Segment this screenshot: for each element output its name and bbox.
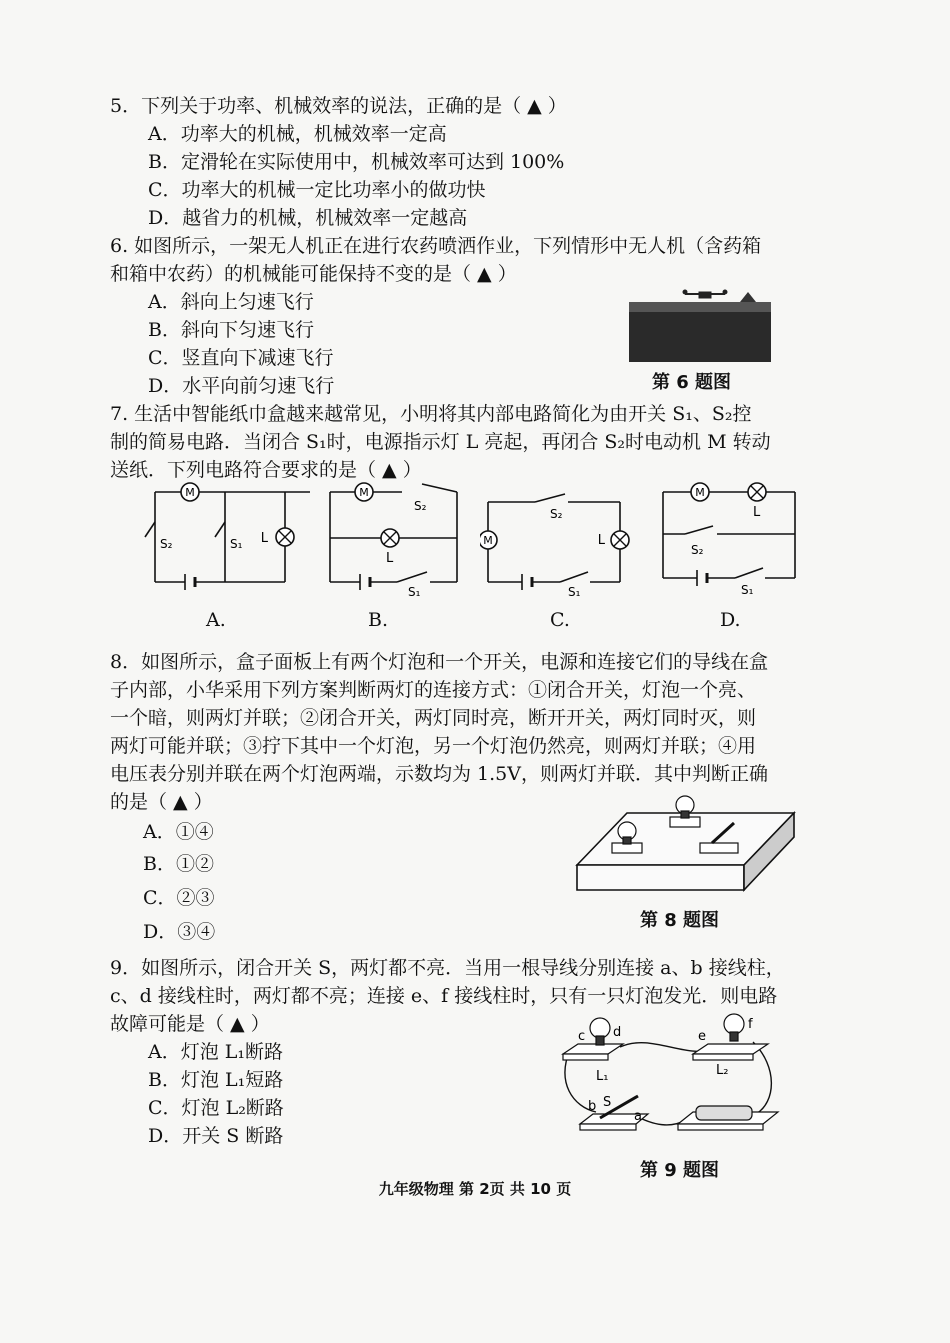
terminal-a-label: a [634,1109,642,1124]
terminal-f-label: f [748,1017,753,1032]
circuit-a-label: A. [206,609,226,631]
q5-option-a: A．功率大的机械，机械效率一定高 [148,123,447,145]
q8-line5: 电压表分别并联在两个灯泡两端，示数均为 1.5V，则两灯并联．其中判断正确 [110,763,768,785]
s-label: S [603,1095,612,1110]
svg-text:M: M [483,534,493,547]
svg-text:S₂: S₂ [691,543,704,557]
lamp-label: L [260,531,268,546]
page-footer: 九年级物理 第 2页 共 10 页 [378,1180,572,1198]
q5-stem: 5．下列关于功率、机械效率的说法，正确的是（ ▲ ） [110,95,567,117]
q8-box-figure [572,795,797,895]
svg-text:S₁: S₁ [741,583,754,597]
q5-option-b: B．定滑轮在实际使用中，机械效率可达到 100% [148,151,565,173]
q9-figure-caption: 第 9 题图 [640,1160,720,1181]
svg-text:S₁: S₁ [408,585,421,597]
q7-stem-line2: 制的简易电路．当闭合 S₁时，电源指示灯 L 亮起，再闭合 S₂时电动机 M 转动 [110,431,771,453]
switch-s2-blade [145,522,155,537]
circuit-d [655,482,805,597]
q8-line3: 一个暗，则两灯并联；②闭合开关，两灯同时亮，断开开关，两灯同时灭，则 [110,707,757,729]
svg-text:M: M [359,486,369,499]
terminal-e-label: e [698,1029,706,1044]
circuit-b-label: B. [368,609,389,631]
q9-circuit-figure [558,1012,783,1142]
q8-option-b: B．①② [143,853,214,875]
q9-option-b: B．灯泡 L₁短路 [148,1069,284,1091]
l2-label: L₂ [716,1063,729,1078]
motor-label: M [185,486,195,499]
circuit-d-label: D. [720,609,741,631]
terminal-b-label: b [588,1099,597,1114]
switch-s1-blade [215,522,225,537]
svg-text:S₂: S₂ [414,499,427,513]
circuit-a [140,482,310,592]
q6-option-a: A．斜向上匀速飞行 [148,291,314,313]
q8-option-a: A．①④ [143,821,214,843]
q9-line3: 故障可能是（ ▲ ） [110,1013,270,1035]
s2-label: S₂ [160,537,173,551]
q8-figure-caption: 第 8 题图 [640,910,720,931]
terminal-c-label: c [578,1029,586,1044]
q6-option-b: B．斜向下匀速飞行 [148,319,314,341]
circuit-b [322,482,467,597]
svg-text:S₂: S₂ [550,507,563,521]
svg-text:S₁: S₁ [568,585,581,597]
q6-option-d: D．水平向前匀速飞行 [148,375,335,397]
lamp-icon [670,796,700,827]
drone-icon [683,290,727,298]
q8-line6: 的是（ ▲ ） [110,791,213,813]
q7-stem-line3: 送纸．下列电路符合要求的是（ ▲ ） [110,459,422,481]
svg-text:L: L [597,533,605,548]
q9-option-c: C．灯泡 L₂断路 [148,1097,284,1119]
q5-option-c: C．功率大的机械一定比功率小的做功快 [148,179,486,201]
q8-line4: 两灯可能并联；③拧下其中一个灯泡，另一个灯泡仍然亮，则两灯并联；④用 [110,735,757,757]
battery-holder [678,1106,778,1130]
circuit-c-label: C. [550,609,570,631]
q6-stem-line2: 和箱中农药）的机械能可能保持不变的是（ ▲ ） [110,263,517,285]
l1-label: L₁ [596,1069,609,1084]
circuit-c [480,482,630,597]
q7-stem-line1: 7. 生活中智能纸巾盒越来越常见，小明将其内部电路简化为由开关 S₁、S₂控 [110,403,752,425]
s1-label: S₁ [230,537,243,551]
terminal-d-label: d [613,1025,622,1040]
q9-option-a: A．灯泡 L₁断路 [148,1041,283,1063]
q9-option-d: D．开关 S 断路 [148,1125,284,1147]
q6-figure-caption: 第 6 题图 [652,372,732,393]
q8-option-d: D．③④ [143,921,216,943]
q6-stem-line1: 6. 如图所示，一架无人机正在进行农药喷洒作业，下列情形中无人机（含药箱 [110,235,762,257]
q8-line1: 8．如图所示，盒子面板上有两个灯泡和一个开关，电源和连接它们的导线在盒 [110,651,769,673]
svg-text:L: L [386,551,394,566]
q6-option-c: C．竖直向下减速飞行 [148,347,334,369]
q9-line2: c、d 接线柱时，两灯都不亮；连接 e、f 接线柱时，只有一只灯泡发光．则电路 [110,985,778,1007]
q8-option-c: C．②③ [143,887,215,909]
q5-option-d: D．越省力的机械，机械效率一定越高 [148,207,468,229]
q8-line2: 子内部，小华采用下列方案判断两灯的连接方式：①闭合开关，灯泡一个亮、 [110,679,757,701]
q6-drone-photo [625,282,775,364]
q9-line1: 9．如图所示，闭合开关 S，两灯都不亮．当用一根导线分别连接 a、b 接线柱， [110,957,785,979]
svg-text:L: L [753,505,761,520]
svg-text:M: M [695,486,705,499]
